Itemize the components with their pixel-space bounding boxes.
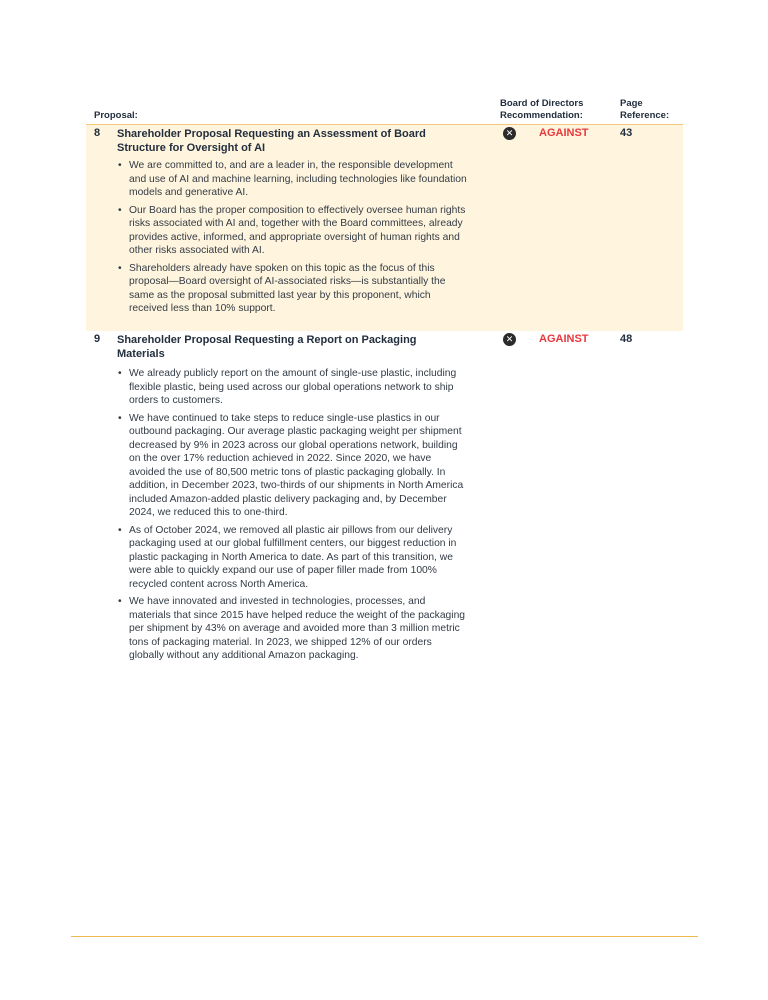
list-item: • We have continued to take steps to reduce single-use plastics in our outbound packaging. Our average plastic packaging weight per shipment decreased by 9% in 2023 across our global operations network, building on the over 17% reduction achieved in 2022. Since 2020, we have avoided the use of 80,500 metric tons of plastic packaging globally. In addition, in December 2023, two-thirds of our shipments in North America included Amazon-added plastic delivery packaging and, by December 2024, we reduced this to one-third.: [117, 412, 467, 520]
page-header-line1: Page: [620, 98, 643, 109]
page-reference-link[interactable]: 43: [620, 127, 633, 139]
proposal-number: 9: [94, 333, 101, 345]
page-reference-link[interactable]: 48: [620, 333, 633, 345]
proposal-row-8: [86, 125, 683, 331]
list-item: • Shareholders already have spoken on this topic as the focus of this proposal—Board oversight of AI-associated risks—is substantially the same as the proposal submitted last year by this proponent, which received less than 10% support.: [117, 262, 467, 316]
proposal-header-label: Proposal:: [94, 109, 138, 121]
list-item: • Our Board has the proper composition to effectively oversee human rights risks associated with AI and, together with the Board committees, already provides active, informed, and appropriate oversight of human rights and other risks associated with AI.: [117, 204, 467, 258]
list-item: • We are committed to, and are a leader in, the responsible development and use of AI and machine learning, including technologies like foundation models and generative AI.: [117, 159, 467, 200]
footer-divider: [71, 936, 698, 937]
list-item: • As of October 2024, we removed all plastic air pillows from our delivery packaging used at our global fulfillment centers, our biggest reduction in plastic packaging in North America to date. As part of this transition, we were able to quickly expand our use of paper filler made from 100% recycled content across North America.: [117, 524, 467, 592]
proposal-title: Shareholder Proposal Requesting a Report on Packaging Materials: [117, 334, 417, 360]
recommendation-label: AGAINST: [539, 127, 589, 139]
proposal-bullet-list: [117, 159, 467, 320]
board-header-line1: Board of Directors: [500, 98, 584, 109]
proposal-title: Shareholder Proposal Requesting an Assessment of Board Structure for Oversight of AI: [117, 128, 426, 154]
x-circle-icon: ✕: [503, 333, 516, 346]
list-item: • We already publicly report on the amount of single-use plastic, including flexible plastic, being used across our global operations network to ship orders to customers.: [117, 367, 467, 408]
proposal-row-9: [86, 331, 683, 721]
page-reference-column-header: [620, 98, 669, 121]
proposal-bullet-list: [117, 367, 467, 667]
proposal-number: 8: [94, 127, 101, 139]
table-header: [86, 96, 683, 125]
page-header-line2: Reference:: [620, 109, 670, 121]
list-item: • We have innovated and invested in technologies, processes, and materials that since 2015 have helped reduce the weight of the packaging per shipment by 43% on average and avoided more than 3 million metric tons of packaging material. In 2023, we shipped 12% of our orders globally without any additional Amazon packaging.: [117, 595, 467, 663]
board-header-line2: Recommendation:: [500, 109, 583, 121]
board-recommendation-column-header: [500, 98, 583, 121]
recommendation-label: AGAINST: [539, 333, 589, 345]
proposal-column-header: [94, 110, 138, 122]
x-circle-icon: ✕: [503, 127, 516, 140]
